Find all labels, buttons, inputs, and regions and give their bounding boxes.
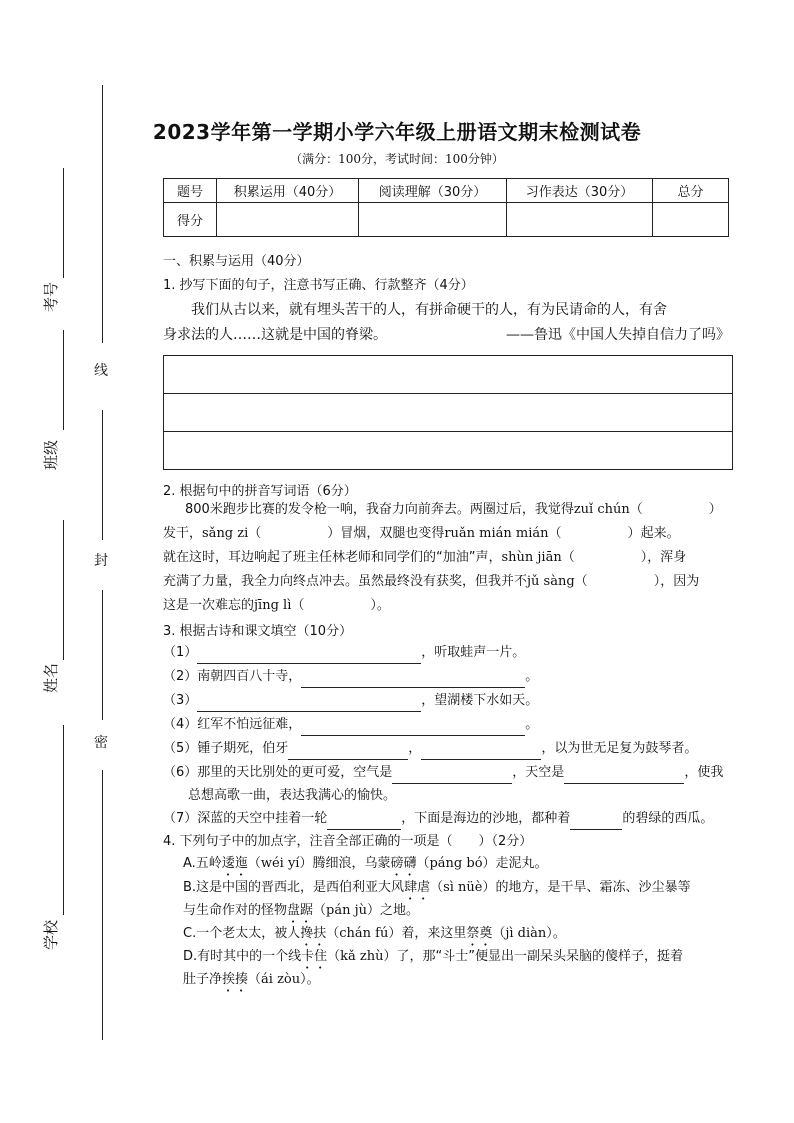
- pinyin-text: （pán jù）: [313, 903, 381, 918]
- pinyin-prompt: shùn jiān: [501, 550, 562, 565]
- passage-text: 发干，: [163, 526, 203, 541]
- answer-blank[interactable]: [327, 814, 401, 830]
- dotted-word: 逶迤: [221, 856, 248, 871]
- option-text: 腾细浪，乌蒙: [312, 856, 391, 871]
- score-table-score-row: [164, 203, 729, 237]
- answer-blank[interactable]: [421, 744, 541, 760]
- item-number: （6）: [163, 765, 198, 780]
- exam-number-label: 考号: [42, 281, 60, 312]
- pinyin-prompt: sǎng zi: [202, 526, 249, 541]
- binding-line: [102, 410, 103, 540]
- writing-row[interactable]: [164, 432, 732, 469]
- question-3-item-5: [163, 738, 731, 760]
- answer-blank[interactable]: [197, 696, 421, 712]
- item-text: 深蓝的天空中挂着一轮: [197, 811, 328, 826]
- dotted-word: 磅礴: [390, 856, 417, 871]
- page-subtitle: （满分：100分，考试时间：100分钟）: [290, 152, 504, 166]
- item-text: 。: [525, 717, 539, 732]
- school-rule: [63, 725, 64, 915]
- option-text: 着，来这里: [401, 926, 467, 941]
- score-input-cell[interactable]: [359, 203, 507, 237]
- item-text: ，望湖楼下水如天。: [421, 693, 539, 708]
- option-text: 与生命作对的怪物: [183, 903, 288, 918]
- dotted-word: 挨揍: [222, 972, 249, 987]
- answer-blank[interactable]: [197, 648, 421, 664]
- passage-text: 就在这时，耳边响起了班主任林老师和同学们的“加油”声，: [163, 550, 502, 565]
- dotted-word: 卡住: [301, 949, 328, 964]
- question-3-item-2: [163, 666, 731, 688]
- option-text: B.这是中国的晋西北，是西伯利亚大风: [183, 880, 405, 895]
- passage-text: ，浑身: [647, 550, 687, 565]
- answer-blank[interactable]: [392, 768, 512, 784]
- passage-line: 身求法的人……这就是中国的脊梁。: [163, 327, 387, 343]
- class-rule: [63, 330, 64, 430]
- copy-writing-box[interactable]: [163, 355, 733, 470]
- answer-blank[interactable]: [301, 720, 525, 736]
- option-a[interactable]: [183, 852, 731, 879]
- score-table: [163, 178, 729, 237]
- passage-text: ，因为: [660, 574, 700, 589]
- pinyin-prompt: jǔ sàng: [527, 574, 575, 589]
- item-text: ，使我: [684, 765, 724, 780]
- binding-mark-line: 线: [94, 356, 108, 384]
- question-1-passage: [163, 298, 731, 323]
- class-label: 班级: [42, 439, 60, 470]
- pinyin-text: （jì diàn）: [492, 926, 553, 941]
- question-3-item-1: [163, 642, 731, 664]
- passage-line: 我们从古以来，就有埋头苦干的人，有拼命硬干的人，有为民请命的人，有舍: [191, 302, 667, 318]
- score-table-cell: 得分: [164, 203, 217, 237]
- question-2-passage: 800米跑步比赛的发令枪一响，我奋力向前奔去。两圈过后，我觉得zuǐ chún（ ） 发干，sǎng zi（ ）冒烟，双腿也变得ruǎn mián mián（ ）起来。 就在这时，耳边响起了班主任林老师和同学们的“加油”声，shùn jiān（ ），浑身 充满了力量，我全力向终点冲去。虽然最终没有获奖，但我并不jǔ sàng（ ），因为 这是一次难忘的jīng lì（ ）。: [163, 502, 722, 613]
- pinyin-prompt: zuǐ chún: [573, 502, 630, 517]
- item-text: 的碧绿的西瓜。: [622, 811, 714, 826]
- score-input-cell[interactable]: [507, 203, 653, 237]
- exam-number-rule: [63, 168, 64, 278]
- score-table-cell: 习作表达（30分）: [507, 179, 653, 203]
- score-table-header-row: [164, 179, 729, 203]
- item-text: ，天空是: [512, 765, 565, 780]
- binding-mark-secret: 密: [94, 728, 108, 756]
- question-2-title: 2. 根据句中的拼音写词语（6分）: [163, 484, 357, 499]
- binding-line: [102, 770, 103, 1040]
- score-input-cell[interactable]: [217, 203, 359, 237]
- item-text: ，: [408, 741, 422, 756]
- dotted-word: 盘踞: [287, 903, 314, 918]
- section-heading: 一、积累与运用（40分）: [163, 254, 310, 269]
- option-text: 。: [306, 972, 320, 987]
- passage-text: 800米跑步比赛的发令枪一响，我奋力向前奔去。两圈过后，我觉得: [185, 502, 574, 517]
- pinyin-text: （wéi yí）: [247, 856, 313, 871]
- name-label: 姓名: [42, 662, 60, 693]
- item-number: （4）: [163, 717, 198, 732]
- dotted-word: 搀扶: [300, 926, 327, 941]
- name-rule: [63, 520, 64, 660]
- item-text: 那里的天比别处的更可爱，空气是: [197, 765, 393, 780]
- option-text: 的地方，是干旱、霜冻、沙尘暴等: [495, 880, 691, 895]
- question-3-item-6: [163, 762, 731, 784]
- item-text: ，以为世无足复为鼓琴者。: [541, 741, 698, 756]
- pinyin-text: （kǎ zhù）: [327, 949, 397, 964]
- pinyin-text: （ái zòu）: [248, 972, 307, 987]
- score-table-cell: 阅读理解（30分）: [359, 179, 507, 203]
- item-number: （2）: [163, 669, 198, 684]
- score-input-cell[interactable]: [653, 203, 729, 237]
- option-text: 了，那“斗士”便显出一副呆头呆脑的傻样子，挺着: [396, 949, 684, 964]
- score-table-cell: 总分: [653, 179, 729, 203]
- answer-blank[interactable]: [564, 768, 684, 784]
- item-number: （7）: [163, 811, 198, 826]
- quote-source: ——鲁迅《中国人失掉自信力了吗》: [506, 327, 730, 343]
- answer-blank[interactable]: [301, 672, 525, 688]
- question-3-item-6-line2: 总想高歌一曲，表达我满心的愉快。: [188, 788, 397, 803]
- pinyin-text: （chán fú）: [326, 926, 402, 941]
- passage-text: 充满了力量，我全力向终点冲去。虽然最终没有获奖，但我并不: [163, 574, 528, 589]
- pinyin-text: （páng bó）: [416, 856, 496, 871]
- question-1-title: 1. 抄写下面的句子，注意书写正确、行款整齐（4分）: [163, 278, 474, 293]
- answer-blank[interactable]: [288, 744, 408, 760]
- item-text: 红军不怕远征难，: [197, 717, 302, 732]
- question-4-title: 4. 下列句子中的加点字，注音全部正确的一项是（ ）（2分）: [163, 834, 533, 849]
- option-text: C.一个老太太，被人: [183, 926, 301, 941]
- item-number: （1）: [163, 645, 198, 660]
- option-text: 肚子净: [183, 972, 223, 987]
- pinyin-prompt: jīng lì: [254, 598, 292, 613]
- score-table-cell: 题号: [164, 179, 217, 203]
- question-3-item-3: [163, 690, 731, 712]
- passage-text: 。: [376, 598, 390, 613]
- option-text: 之地。: [380, 903, 420, 918]
- pinyin-prompt: ruǎn mián mián: [444, 526, 549, 541]
- binding-mark-seal: 封: [94, 546, 108, 574]
- option-text: 。: [552, 926, 566, 941]
- score-table-cell: 积累运用（40分）: [217, 179, 359, 203]
- passage-text: 这是一次难忘的: [163, 598, 255, 613]
- item-number: （3）: [163, 693, 198, 708]
- dotted-word: 肆虐: [404, 880, 431, 895]
- dotted-word: 祭奠: [466, 926, 493, 941]
- page-title: 2023学年第一学期小学六年级上册语文期末检测试卷: [152, 120, 642, 144]
- question-3-item-7: [163, 808, 731, 830]
- option-d-line2: [183, 968, 731, 995]
- option-text: D.有时其中的一个线: [183, 949, 302, 964]
- item-text: 南朝四百八十寺，: [197, 669, 302, 684]
- item-text: 锺子期死，伯牙: [197, 741, 289, 756]
- writing-row[interactable]: [164, 394, 732, 432]
- item-text: 。: [525, 669, 539, 684]
- passage-text: 冒烟，双腿也变得: [340, 526, 445, 541]
- option-text: A.五岭: [183, 856, 222, 871]
- item-text: ，下面是海边的沙地，都种着: [401, 811, 571, 826]
- pinyin-text: （sì nüè）: [430, 880, 496, 895]
- binding-line: [102, 590, 103, 720]
- writing-row[interactable]: [164, 356, 732, 394]
- question-3-item-4: [163, 714, 731, 736]
- answer-blank[interactable]: [570, 814, 622, 830]
- question-3-title: 3. 根据古诗和课文填空（10分）: [163, 624, 353, 639]
- option-text: 走泥丸。: [495, 856, 548, 871]
- passage-text: 起来。: [640, 526, 680, 541]
- item-number: （5）: [163, 741, 198, 756]
- item-text: ，听取蛙声一片。: [421, 645, 526, 660]
- school-label: 学校: [42, 919, 60, 950]
